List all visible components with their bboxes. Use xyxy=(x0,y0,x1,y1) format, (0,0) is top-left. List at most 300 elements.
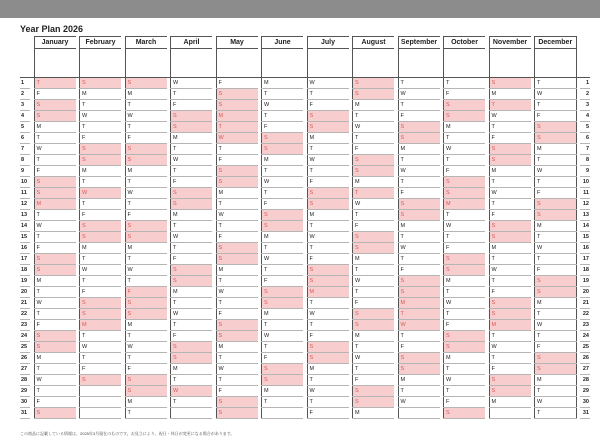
day-cell[interactable] xyxy=(353,210,395,221)
day-cell[interactable] xyxy=(125,122,167,133)
day-cell[interactable] xyxy=(216,78,258,89)
day-cell[interactable] xyxy=(398,100,440,111)
day-cell[interactable] xyxy=(216,188,258,199)
day-cell[interactable] xyxy=(34,287,76,298)
day-cell[interactable] xyxy=(171,78,213,89)
day-cell[interactable] xyxy=(307,210,349,221)
day-cell[interactable] xyxy=(398,210,440,221)
day-cell[interactable] xyxy=(80,265,122,276)
day-cell[interactable] xyxy=(216,331,258,342)
day-cell[interactable] xyxy=(398,122,440,133)
day-cell[interactable] xyxy=(398,199,440,210)
notes-cell[interactable] xyxy=(398,49,440,78)
day-cell[interactable] xyxy=(262,397,304,408)
day-cell[interactable] xyxy=(34,276,76,287)
day-cell[interactable] xyxy=(34,210,76,221)
day-cell[interactable] xyxy=(34,265,76,276)
day-cell[interactable] xyxy=(398,166,440,177)
day-cell[interactable] xyxy=(353,386,395,397)
day-cell[interactable] xyxy=(34,386,76,397)
notes-cell[interactable] xyxy=(216,49,258,78)
day-cell[interactable] xyxy=(262,364,304,375)
day-cell[interactable] xyxy=(216,320,258,331)
day-cell[interactable] xyxy=(489,287,531,298)
day-cell[interactable] xyxy=(353,408,395,419)
day-cell[interactable] xyxy=(262,331,304,342)
day-cell[interactable] xyxy=(307,221,349,232)
day-cell[interactable] xyxy=(216,221,258,232)
day-cell[interactable] xyxy=(398,375,440,386)
day-cell[interactable] xyxy=(535,397,577,408)
day-cell[interactable] xyxy=(171,408,213,419)
day-cell[interactable] xyxy=(216,375,258,386)
day-cell[interactable] xyxy=(353,155,395,166)
day-cell[interactable] xyxy=(353,232,395,243)
day-cell[interactable] xyxy=(262,188,304,199)
day-cell[interactable] xyxy=(34,254,76,265)
day-cell[interactable] xyxy=(171,342,213,353)
day-cell[interactable] xyxy=(353,298,395,309)
day-cell[interactable] xyxy=(307,298,349,309)
day-cell[interactable] xyxy=(307,100,349,111)
day-cell[interactable] xyxy=(398,408,440,419)
day-cell[interactable] xyxy=(34,144,76,155)
day-cell[interactable] xyxy=(80,309,122,320)
day-cell[interactable] xyxy=(444,144,486,155)
day-cell[interactable] xyxy=(262,287,304,298)
day-cell[interactable] xyxy=(171,144,213,155)
day-cell[interactable] xyxy=(80,287,122,298)
day-cell[interactable] xyxy=(80,375,122,386)
day-cell[interactable] xyxy=(171,276,213,287)
day-cell[interactable] xyxy=(125,386,167,397)
day-cell[interactable] xyxy=(125,276,167,287)
day-cell[interactable] xyxy=(353,375,395,386)
day-cell[interactable] xyxy=(353,342,395,353)
day-cell[interactable] xyxy=(444,353,486,364)
day-cell[interactable] xyxy=(489,188,531,199)
day-cell[interactable] xyxy=(307,122,349,133)
day-cell[interactable] xyxy=(125,100,167,111)
day-cell[interactable] xyxy=(535,342,577,353)
day-cell[interactable] xyxy=(444,254,486,265)
day-cell[interactable] xyxy=(398,265,440,276)
day-cell[interactable] xyxy=(262,309,304,320)
day-cell[interactable] xyxy=(171,188,213,199)
day-cell[interactable] xyxy=(353,144,395,155)
day-cell[interactable] xyxy=(80,408,122,419)
day-cell[interactable] xyxy=(444,287,486,298)
day-cell[interactable] xyxy=(489,177,531,188)
day-cell[interactable] xyxy=(34,320,76,331)
day-cell[interactable] xyxy=(216,353,258,364)
day-cell[interactable] xyxy=(489,353,531,364)
day-cell[interactable] xyxy=(307,89,349,100)
day-cell[interactable] xyxy=(535,111,577,122)
day-cell[interactable] xyxy=(80,276,122,287)
day-cell[interactable] xyxy=(489,298,531,309)
day-cell[interactable] xyxy=(535,298,577,309)
day-cell[interactable] xyxy=(34,100,76,111)
day-cell[interactable] xyxy=(216,111,258,122)
day-cell[interactable] xyxy=(535,78,577,89)
day-cell[interactable] xyxy=(34,166,76,177)
day-cell[interactable] xyxy=(125,78,167,89)
day-cell[interactable] xyxy=(80,100,122,111)
day-cell[interactable] xyxy=(34,78,76,89)
day-cell[interactable] xyxy=(535,243,577,254)
day-cell[interactable] xyxy=(171,386,213,397)
day-cell[interactable] xyxy=(125,199,167,210)
day-cell[interactable] xyxy=(489,221,531,232)
day-cell[interactable] xyxy=(80,89,122,100)
day-cell[interactable] xyxy=(125,232,167,243)
day-cell[interactable] xyxy=(444,188,486,199)
day-cell[interactable] xyxy=(216,243,258,254)
day-cell[interactable] xyxy=(398,342,440,353)
day-cell[interactable] xyxy=(125,320,167,331)
day-cell[interactable] xyxy=(171,111,213,122)
day-cell[interactable] xyxy=(262,342,304,353)
day-cell[interactable] xyxy=(489,386,531,397)
day-cell[interactable] xyxy=(353,397,395,408)
day-cell[interactable] xyxy=(125,188,167,199)
day-cell[interactable] xyxy=(398,89,440,100)
day-cell[interactable] xyxy=(125,210,167,221)
day-cell[interactable] xyxy=(398,111,440,122)
day-cell[interactable] xyxy=(171,364,213,375)
notes-cell[interactable] xyxy=(535,49,577,78)
day-cell[interactable] xyxy=(171,254,213,265)
day-cell[interactable] xyxy=(262,111,304,122)
day-cell[interactable] xyxy=(262,243,304,254)
day-cell[interactable] xyxy=(353,122,395,133)
day-cell[interactable] xyxy=(34,199,76,210)
day-cell[interactable] xyxy=(444,342,486,353)
day-cell[interactable] xyxy=(489,166,531,177)
day-cell[interactable] xyxy=(262,100,304,111)
notes-cell[interactable] xyxy=(125,49,167,78)
day-cell[interactable] xyxy=(262,276,304,287)
day-cell[interactable] xyxy=(171,122,213,133)
day-cell[interactable] xyxy=(398,287,440,298)
day-cell[interactable] xyxy=(398,133,440,144)
day-cell[interactable] xyxy=(34,188,76,199)
day-cell[interactable] xyxy=(171,375,213,386)
day-cell[interactable] xyxy=(125,155,167,166)
notes-cell[interactable] xyxy=(353,49,395,78)
day-cell[interactable] xyxy=(307,386,349,397)
day-cell[interactable] xyxy=(216,342,258,353)
day-cell[interactable] xyxy=(307,320,349,331)
day-cell[interactable] xyxy=(489,254,531,265)
day-cell[interactable] xyxy=(489,375,531,386)
day-cell[interactable] xyxy=(80,364,122,375)
notes-cell[interactable] xyxy=(80,49,122,78)
day-cell[interactable] xyxy=(444,221,486,232)
day-cell[interactable] xyxy=(171,210,213,221)
day-cell[interactable] xyxy=(444,375,486,386)
day-cell[interactable] xyxy=(171,331,213,342)
day-cell[interactable] xyxy=(489,133,531,144)
day-cell[interactable] xyxy=(34,375,76,386)
day-cell[interactable] xyxy=(307,155,349,166)
day-cell[interactable] xyxy=(34,331,76,342)
day-cell[interactable] xyxy=(535,375,577,386)
day-cell[interactable] xyxy=(398,353,440,364)
day-cell[interactable] xyxy=(398,386,440,397)
day-cell[interactable] xyxy=(80,320,122,331)
day-cell[interactable] xyxy=(535,386,577,397)
day-cell[interactable] xyxy=(398,177,440,188)
day-cell[interactable] xyxy=(535,144,577,155)
day-cell[interactable] xyxy=(353,111,395,122)
day-cell[interactable] xyxy=(262,386,304,397)
day-cell[interactable] xyxy=(398,276,440,287)
day-cell[interactable] xyxy=(444,78,486,89)
day-cell[interactable] xyxy=(125,144,167,155)
day-cell[interactable] xyxy=(262,353,304,364)
day-cell[interactable] xyxy=(489,265,531,276)
day-cell[interactable] xyxy=(489,100,531,111)
notes-cell[interactable] xyxy=(262,49,304,78)
day-cell[interactable] xyxy=(398,221,440,232)
day-cell[interactable] xyxy=(216,122,258,133)
day-cell[interactable] xyxy=(262,166,304,177)
day-cell[interactable] xyxy=(489,320,531,331)
day-cell[interactable] xyxy=(125,243,167,254)
day-cell[interactable] xyxy=(80,155,122,166)
day-cell[interactable] xyxy=(307,353,349,364)
day-cell[interactable] xyxy=(444,232,486,243)
day-cell[interactable] xyxy=(171,309,213,320)
day-cell[interactable] xyxy=(444,177,486,188)
day-cell[interactable] xyxy=(307,342,349,353)
day-cell[interactable] xyxy=(444,166,486,177)
day-cell[interactable] xyxy=(262,298,304,309)
day-cell[interactable] xyxy=(444,386,486,397)
day-cell[interactable] xyxy=(34,353,76,364)
day-cell[interactable] xyxy=(535,100,577,111)
day-cell[interactable] xyxy=(80,243,122,254)
day-cell[interactable] xyxy=(444,155,486,166)
day-cell[interactable] xyxy=(489,309,531,320)
day-cell[interactable] xyxy=(80,232,122,243)
day-cell[interactable] xyxy=(535,221,577,232)
day-cell[interactable] xyxy=(535,320,577,331)
day-cell[interactable] xyxy=(353,89,395,100)
day-cell[interactable] xyxy=(307,309,349,320)
day-cell[interactable] xyxy=(80,254,122,265)
day-cell[interactable] xyxy=(171,320,213,331)
notes-cell[interactable] xyxy=(444,49,486,78)
day-cell[interactable] xyxy=(216,232,258,243)
day-cell[interactable] xyxy=(398,188,440,199)
day-cell[interactable] xyxy=(489,243,531,254)
day-cell[interactable] xyxy=(489,122,531,133)
day-cell[interactable] xyxy=(80,122,122,133)
day-cell[interactable] xyxy=(353,276,395,287)
day-cell[interactable] xyxy=(535,309,577,320)
day-cell[interactable] xyxy=(262,320,304,331)
day-cell[interactable] xyxy=(34,177,76,188)
day-cell[interactable] xyxy=(80,210,122,221)
day-cell[interactable] xyxy=(171,100,213,111)
day-cell[interactable] xyxy=(171,155,213,166)
day-cell[interactable] xyxy=(444,408,486,419)
day-cell[interactable] xyxy=(125,364,167,375)
day-cell[interactable] xyxy=(535,276,577,287)
day-cell[interactable] xyxy=(535,232,577,243)
day-cell[interactable] xyxy=(216,265,258,276)
day-cell[interactable] xyxy=(80,298,122,309)
day-cell[interactable] xyxy=(125,397,167,408)
day-cell[interactable] xyxy=(216,199,258,210)
day-cell[interactable] xyxy=(535,408,577,419)
day-cell[interactable] xyxy=(125,287,167,298)
day-cell[interactable] xyxy=(444,100,486,111)
day-cell[interactable] xyxy=(216,408,258,419)
day-cell[interactable] xyxy=(80,353,122,364)
day-cell[interactable] xyxy=(34,232,76,243)
day-cell[interactable] xyxy=(34,298,76,309)
day-cell[interactable] xyxy=(353,320,395,331)
day-cell[interactable] xyxy=(353,331,395,342)
day-cell[interactable] xyxy=(216,144,258,155)
day-cell[interactable] xyxy=(171,287,213,298)
day-cell[interactable] xyxy=(444,111,486,122)
day-cell[interactable] xyxy=(307,375,349,386)
day-cell[interactable] xyxy=(307,177,349,188)
day-cell[interactable] xyxy=(80,386,122,397)
day-cell[interactable] xyxy=(535,177,577,188)
day-cell[interactable] xyxy=(489,89,531,100)
day-cell[interactable] xyxy=(444,331,486,342)
day-cell[interactable] xyxy=(398,78,440,89)
day-cell[interactable] xyxy=(125,353,167,364)
day-cell[interactable] xyxy=(535,210,577,221)
day-cell[interactable] xyxy=(34,342,76,353)
day-cell[interactable] xyxy=(444,298,486,309)
day-cell[interactable] xyxy=(125,166,167,177)
day-cell[interactable] xyxy=(489,408,531,419)
day-cell[interactable] xyxy=(444,122,486,133)
day-cell[interactable] xyxy=(307,408,349,419)
day-cell[interactable] xyxy=(444,243,486,254)
day-cell[interactable] xyxy=(125,221,167,232)
day-cell[interactable] xyxy=(307,111,349,122)
day-cell[interactable] xyxy=(262,254,304,265)
day-cell[interactable] xyxy=(535,287,577,298)
day-cell[interactable] xyxy=(307,254,349,265)
day-cell[interactable] xyxy=(398,155,440,166)
day-cell[interactable] xyxy=(262,408,304,419)
day-cell[interactable] xyxy=(307,331,349,342)
day-cell[interactable] xyxy=(398,320,440,331)
day-cell[interactable] xyxy=(34,364,76,375)
day-cell[interactable] xyxy=(398,397,440,408)
day-cell[interactable] xyxy=(216,298,258,309)
day-cell[interactable] xyxy=(489,364,531,375)
day-cell[interactable] xyxy=(489,397,531,408)
day-cell[interactable] xyxy=(80,133,122,144)
day-cell[interactable] xyxy=(80,331,122,342)
day-cell[interactable] xyxy=(353,177,395,188)
day-cell[interactable] xyxy=(535,188,577,199)
day-cell[interactable] xyxy=(535,353,577,364)
day-cell[interactable] xyxy=(307,188,349,199)
day-cell[interactable] xyxy=(489,331,531,342)
day-cell[interactable] xyxy=(262,78,304,89)
day-cell[interactable] xyxy=(262,155,304,166)
day-cell[interactable] xyxy=(535,265,577,276)
day-cell[interactable] xyxy=(262,221,304,232)
day-cell[interactable] xyxy=(535,166,577,177)
day-cell[interactable] xyxy=(307,166,349,177)
day-cell[interactable] xyxy=(216,386,258,397)
day-cell[interactable] xyxy=(353,199,395,210)
day-cell[interactable] xyxy=(262,232,304,243)
day-cell[interactable] xyxy=(398,309,440,320)
day-cell[interactable] xyxy=(307,287,349,298)
day-cell[interactable] xyxy=(125,111,167,122)
day-cell[interactable] xyxy=(34,155,76,166)
day-cell[interactable] xyxy=(535,155,577,166)
day-cell[interactable] xyxy=(80,199,122,210)
day-cell[interactable] xyxy=(80,397,122,408)
day-cell[interactable] xyxy=(489,155,531,166)
day-cell[interactable] xyxy=(216,166,258,177)
day-cell[interactable] xyxy=(262,177,304,188)
day-cell[interactable] xyxy=(444,210,486,221)
day-cell[interactable] xyxy=(125,342,167,353)
day-cell[interactable] xyxy=(125,265,167,276)
day-cell[interactable] xyxy=(398,364,440,375)
day-cell[interactable] xyxy=(171,133,213,144)
day-cell[interactable] xyxy=(171,199,213,210)
day-cell[interactable] xyxy=(125,89,167,100)
day-cell[interactable] xyxy=(307,265,349,276)
day-cell[interactable] xyxy=(307,144,349,155)
notes-cell[interactable] xyxy=(489,49,531,78)
day-cell[interactable] xyxy=(353,188,395,199)
day-cell[interactable] xyxy=(489,210,531,221)
day-cell[interactable] xyxy=(262,375,304,386)
day-cell[interactable] xyxy=(307,364,349,375)
day-cell[interactable] xyxy=(216,364,258,375)
day-cell[interactable] xyxy=(307,78,349,89)
day-cell[interactable] xyxy=(444,199,486,210)
day-cell[interactable] xyxy=(34,243,76,254)
day-cell[interactable] xyxy=(80,177,122,188)
day-cell[interactable] xyxy=(489,232,531,243)
day-cell[interactable] xyxy=(80,78,122,89)
day-cell[interactable] xyxy=(262,89,304,100)
day-cell[interactable] xyxy=(34,111,76,122)
day-cell[interactable] xyxy=(398,232,440,243)
day-cell[interactable] xyxy=(80,144,122,155)
day-cell[interactable] xyxy=(216,254,258,265)
day-cell[interactable] xyxy=(398,243,440,254)
day-cell[interactable] xyxy=(535,122,577,133)
day-cell[interactable] xyxy=(262,265,304,276)
day-cell[interactable] xyxy=(398,144,440,155)
day-cell[interactable] xyxy=(125,408,167,419)
day-cell[interactable] xyxy=(444,320,486,331)
day-cell[interactable] xyxy=(307,232,349,243)
day-cell[interactable] xyxy=(34,221,76,232)
day-cell[interactable] xyxy=(34,397,76,408)
